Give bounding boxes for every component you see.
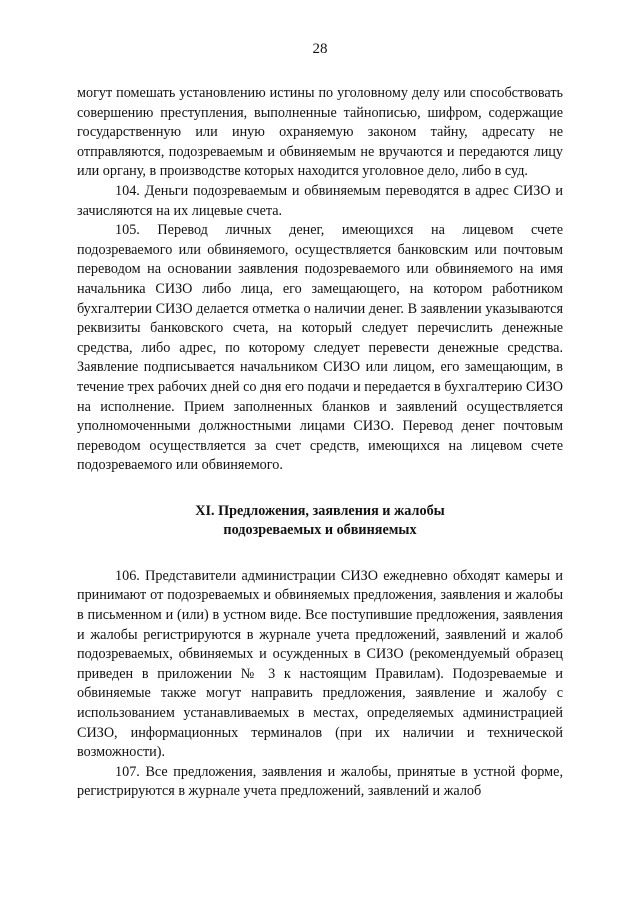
paragraph-105: 105. Перевод личных денег, имеющихся на лицевом счете подозреваемого или обвиняемого, осуществляется банковским или почтовым переводом на основании заявления подозреваемого или обвиняемого на имя начальника СИЗО либо лица, его замещающего, на котором работником бухгалтерии СИЗО делается отметка о наличии денег. В заявлении указываются реквизиты банковского счета, на который следует перечислить денежные средства, либо адрес, по которому следует перевести денежные средства. Заявление подписывается начальником СИЗО или лицом, его замещающим, в течение трех рабочих дней со дня его подачи и передается в бухгалтерию СИЗО на исполнение. Прием заполненных бланков и заявлений осуществляется уполномоченными должностными лицами СИЗО. Перевод денег почтовым переводом осуществляется за счет средств, имеющихся на лицевом счете подозреваемого или обвиняемого. <box>77 222 563 474</box>
paragraph-continuation: могут помешать установлению истины по уголовному делу или способствовать совершению преступления, выполненные тайнописью, шифром, содержащие государственную или иную охраняемую законом тайну, адресату не отправляются, подозреваемым и обвиняемым не вручаются и передаются лицу или органу, в производстве которых находится уголовное дело, либо в суд. <box>77 85 563 180</box>
section-heading-line-2: подозреваемых и обвиняемых <box>223 521 417 538</box>
paragraph-107: 107. Все предложения, заявления и жалобы, принятые в устной форме, регистрируются в журнале учета предложений, заявлений и жалоб <box>77 763 563 800</box>
paragraph-104: 104. Деньги подозреваемым и обвиняемым переводятся в адрес СИЗО и зачисляются на их лицевые счета. <box>77 182 563 219</box>
document-body <box>77 84 563 802</box>
page-number: 28 <box>312 41 328 57</box>
section-heading-line-1: XI. Предложения, заявления и жалобы <box>195 502 445 519</box>
paragraph-106: 106. Представители администрации СИЗО ежедневно обходят камеры и принимают от подозреваемых и обвиняемых предложения, заявления и жалобы в письменном и (или) в устном виде. Все поступившие предложения, заявления и жалобы регистрируются в журнале учета предложений, заявлений и жалоб подозреваемых, обвиняемых и осужденных в СИЗО (рекомендуемый образец приведен в приложении № 3 к настоящим Правилам). Подозреваемые и обвиняемые также могут направить предложения, заявление и жалобу с использованием устанавливаемых в местах, определяемых администрацией СИЗО, информационных терминалов (при их наличии и технической возможности). <box>77 567 563 761</box>
